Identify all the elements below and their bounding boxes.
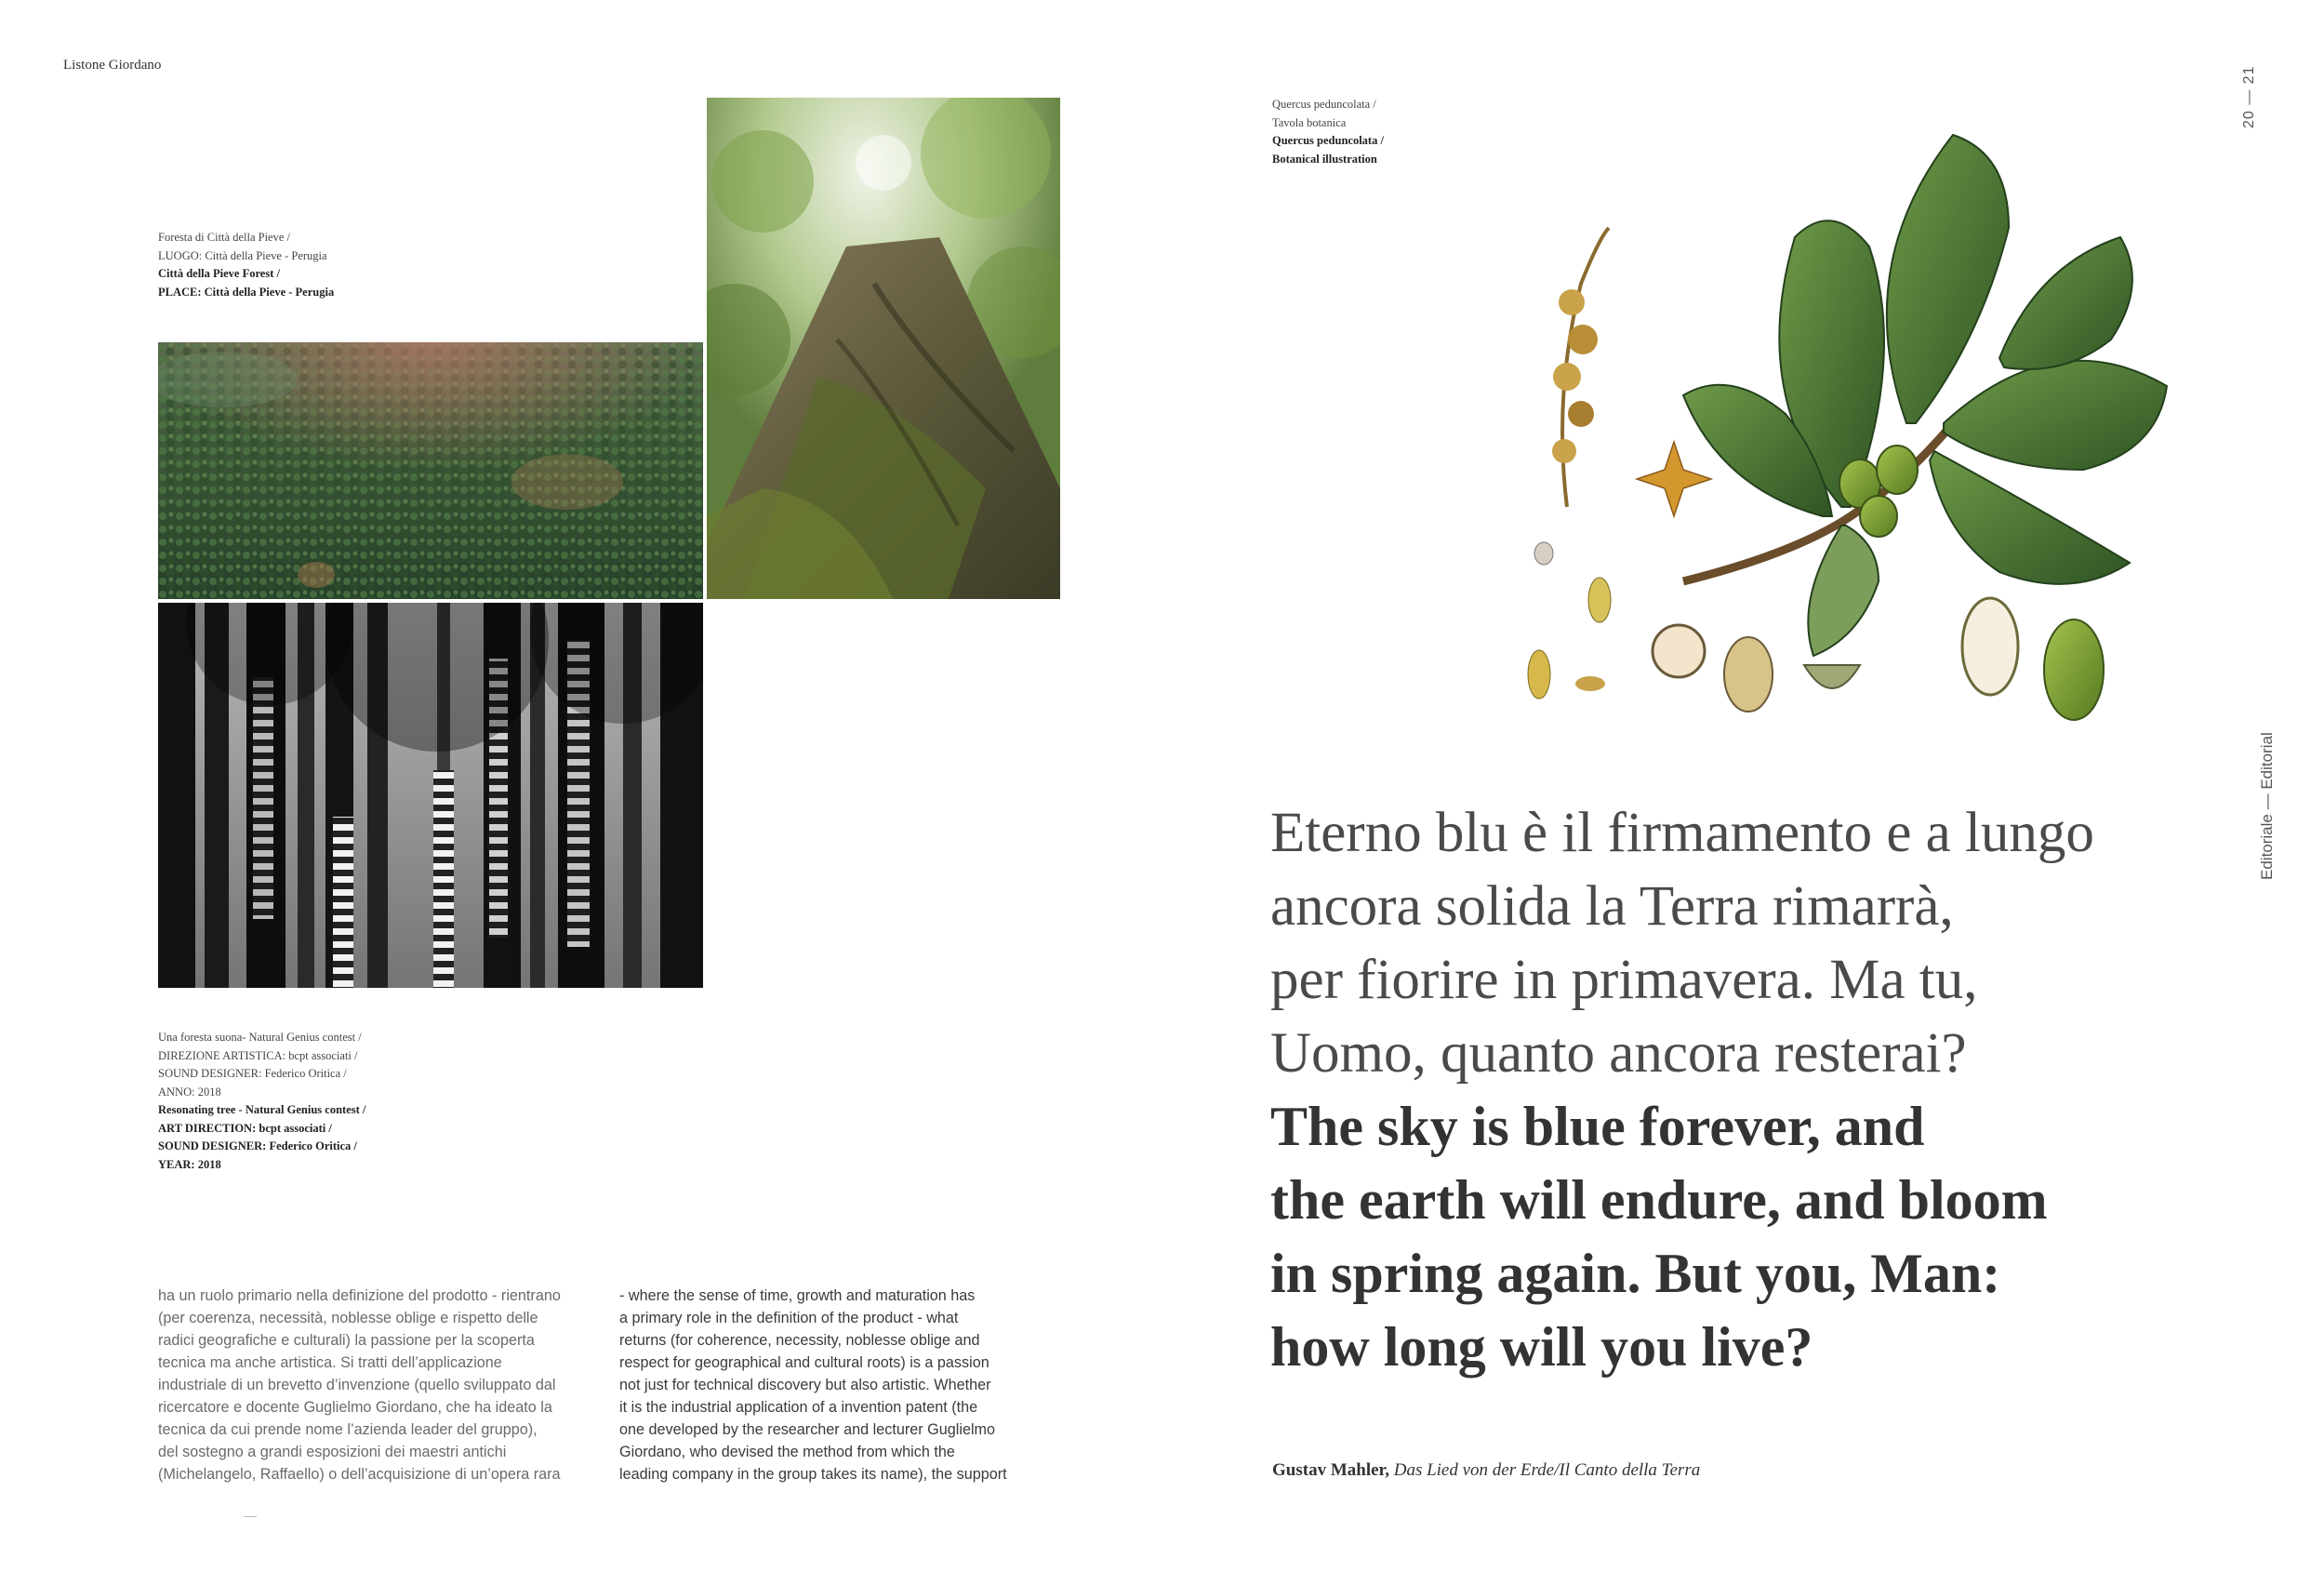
caption-line-bold: PLACE: Città della Pieve - Perugia (158, 285, 335, 299)
caption-line: DIREZIONE ARTISTICA: bcpt associati / (158, 1048, 358, 1062)
quote-line: how long will you live? (1270, 1316, 1813, 1378)
body-line: radici geografiche e culturali) la passione per la scoperta (158, 1332, 535, 1349)
caption-line-bold: Città della Pieve Forest / (158, 267, 280, 280)
body-line: it is the industrial application of a invention patent (the (619, 1399, 978, 1416)
body-line: returns (for coherence, necessity, noblesse oblige and (619, 1332, 980, 1349)
caption-line: LUOGO: Città della Pieve - Perugia (158, 248, 327, 262)
quote-italian (1270, 796, 2247, 1090)
body-line: ricercatore e docente Guglielmo Giordano, che ha ideato la (158, 1399, 552, 1416)
body-line: industriale di un brevetto d’invenzione (quello sviluppato dal (158, 1377, 556, 1393)
caption-line-bold: Botanical illustration (1272, 152, 1377, 166)
quote-line: ancora solida la Terra rimarrà, (1270, 875, 1954, 938)
caption-line: Tavola botanica (1272, 115, 1347, 129)
caption-line: Quercus peduncolata / (1272, 98, 1376, 111)
caption-line-bold: YEAR: 2018 (158, 1157, 221, 1171)
body-line: (per coerenza, necessità, noblesse oblige e rispetto delle (158, 1310, 538, 1326)
body-line: leading company in the group takes its name), the support (619, 1466, 1007, 1483)
attribution-author: Gustav Mahler, (1272, 1460, 1389, 1480)
caption-forest (158, 229, 334, 301)
body-column-english (619, 1285, 1084, 1485)
caption-line-bold: ART DIRECTION: bcpt associati / (158, 1121, 332, 1135)
caption-line: Una foresta suona- Natural Genius contest / (158, 1031, 362, 1044)
footer-rule (244, 1516, 257, 1517)
body-line: (Michelangelo, Raffaello) o dell’acquisizione di un’opera rara (158, 1466, 561, 1483)
body-column-italian (158, 1285, 623, 1485)
quote-line: the earth will endure, and bloom (1270, 1169, 2048, 1231)
quote-line: The sky is blue forever, and (1270, 1096, 1925, 1157)
caption-line-bold: Resonating tree - Natural Genius contest / (158, 1103, 366, 1116)
caption-oak-illustration (1272, 96, 1384, 168)
quote-line: per fiorire in primavera. Ma tu, (1270, 949, 1978, 1011)
quote-line: Eterno blu è il firmamento e a lungo (1270, 802, 2094, 864)
body-line: del sostegno a grandi esposizioni dei maestri antichi (158, 1444, 507, 1460)
brand-name: Listone Giordano (63, 58, 162, 73)
body-line: not just for technical discovery but also artistic. Whether (619, 1377, 991, 1393)
quote-line: in spring again. But you, Man: (1270, 1243, 2001, 1304)
body-line: a primary role in the definition of the product - what (619, 1310, 959, 1326)
quote-english (1270, 1090, 2247, 1384)
section-label: Editoriale — Editorial (2258, 732, 2276, 880)
body-line: - where the sense of time, growth and maturation has (619, 1287, 976, 1304)
caption-line: Foresta di Città della Pieve / (158, 231, 290, 244)
resonating-trees-photo (158, 603, 703, 988)
caption-line: ANNO: 2018 (158, 1085, 221, 1099)
body-line: tecnica ma anche artistica. Si tratti dell’applicazione (158, 1354, 502, 1371)
body-line: one developed by the researcher and lecturer Guglielmo (619, 1421, 996, 1438)
caption-line: SOUND DESIGNER: Federico Oritica / (158, 1067, 347, 1080)
quote-line: Uomo, quanto ancora resterai? (1270, 1022, 1967, 1085)
page-number: 20 — 21 (2241, 65, 2257, 128)
body-line: ha un ruolo primario nella definizione del prodotto - rientrano (158, 1287, 561, 1304)
tree-bark-photo (707, 98, 1060, 599)
caption-line-bold: SOUND DESIGNER: Federico Oritica / (158, 1139, 357, 1152)
attribution-work: Das Lied von der Erde/Il Canto della Terra (1393, 1460, 1701, 1480)
body-line: respect for geographical and cultural roots) is a passion (619, 1354, 989, 1371)
quote-attribution (1272, 1460, 1700, 1481)
caption-line-bold: Quercus peduncolata / (1272, 134, 1384, 147)
body-line: Giordano, who devised the method from which the (619, 1444, 955, 1460)
aerial-forest-photo (158, 342, 703, 599)
caption-resonating-tree (158, 1029, 365, 1174)
oak-botanical-illustration (1516, 116, 2185, 735)
body-line: tecnica da cui prende nome l’azienda leader del gruppo), (158, 1421, 538, 1438)
